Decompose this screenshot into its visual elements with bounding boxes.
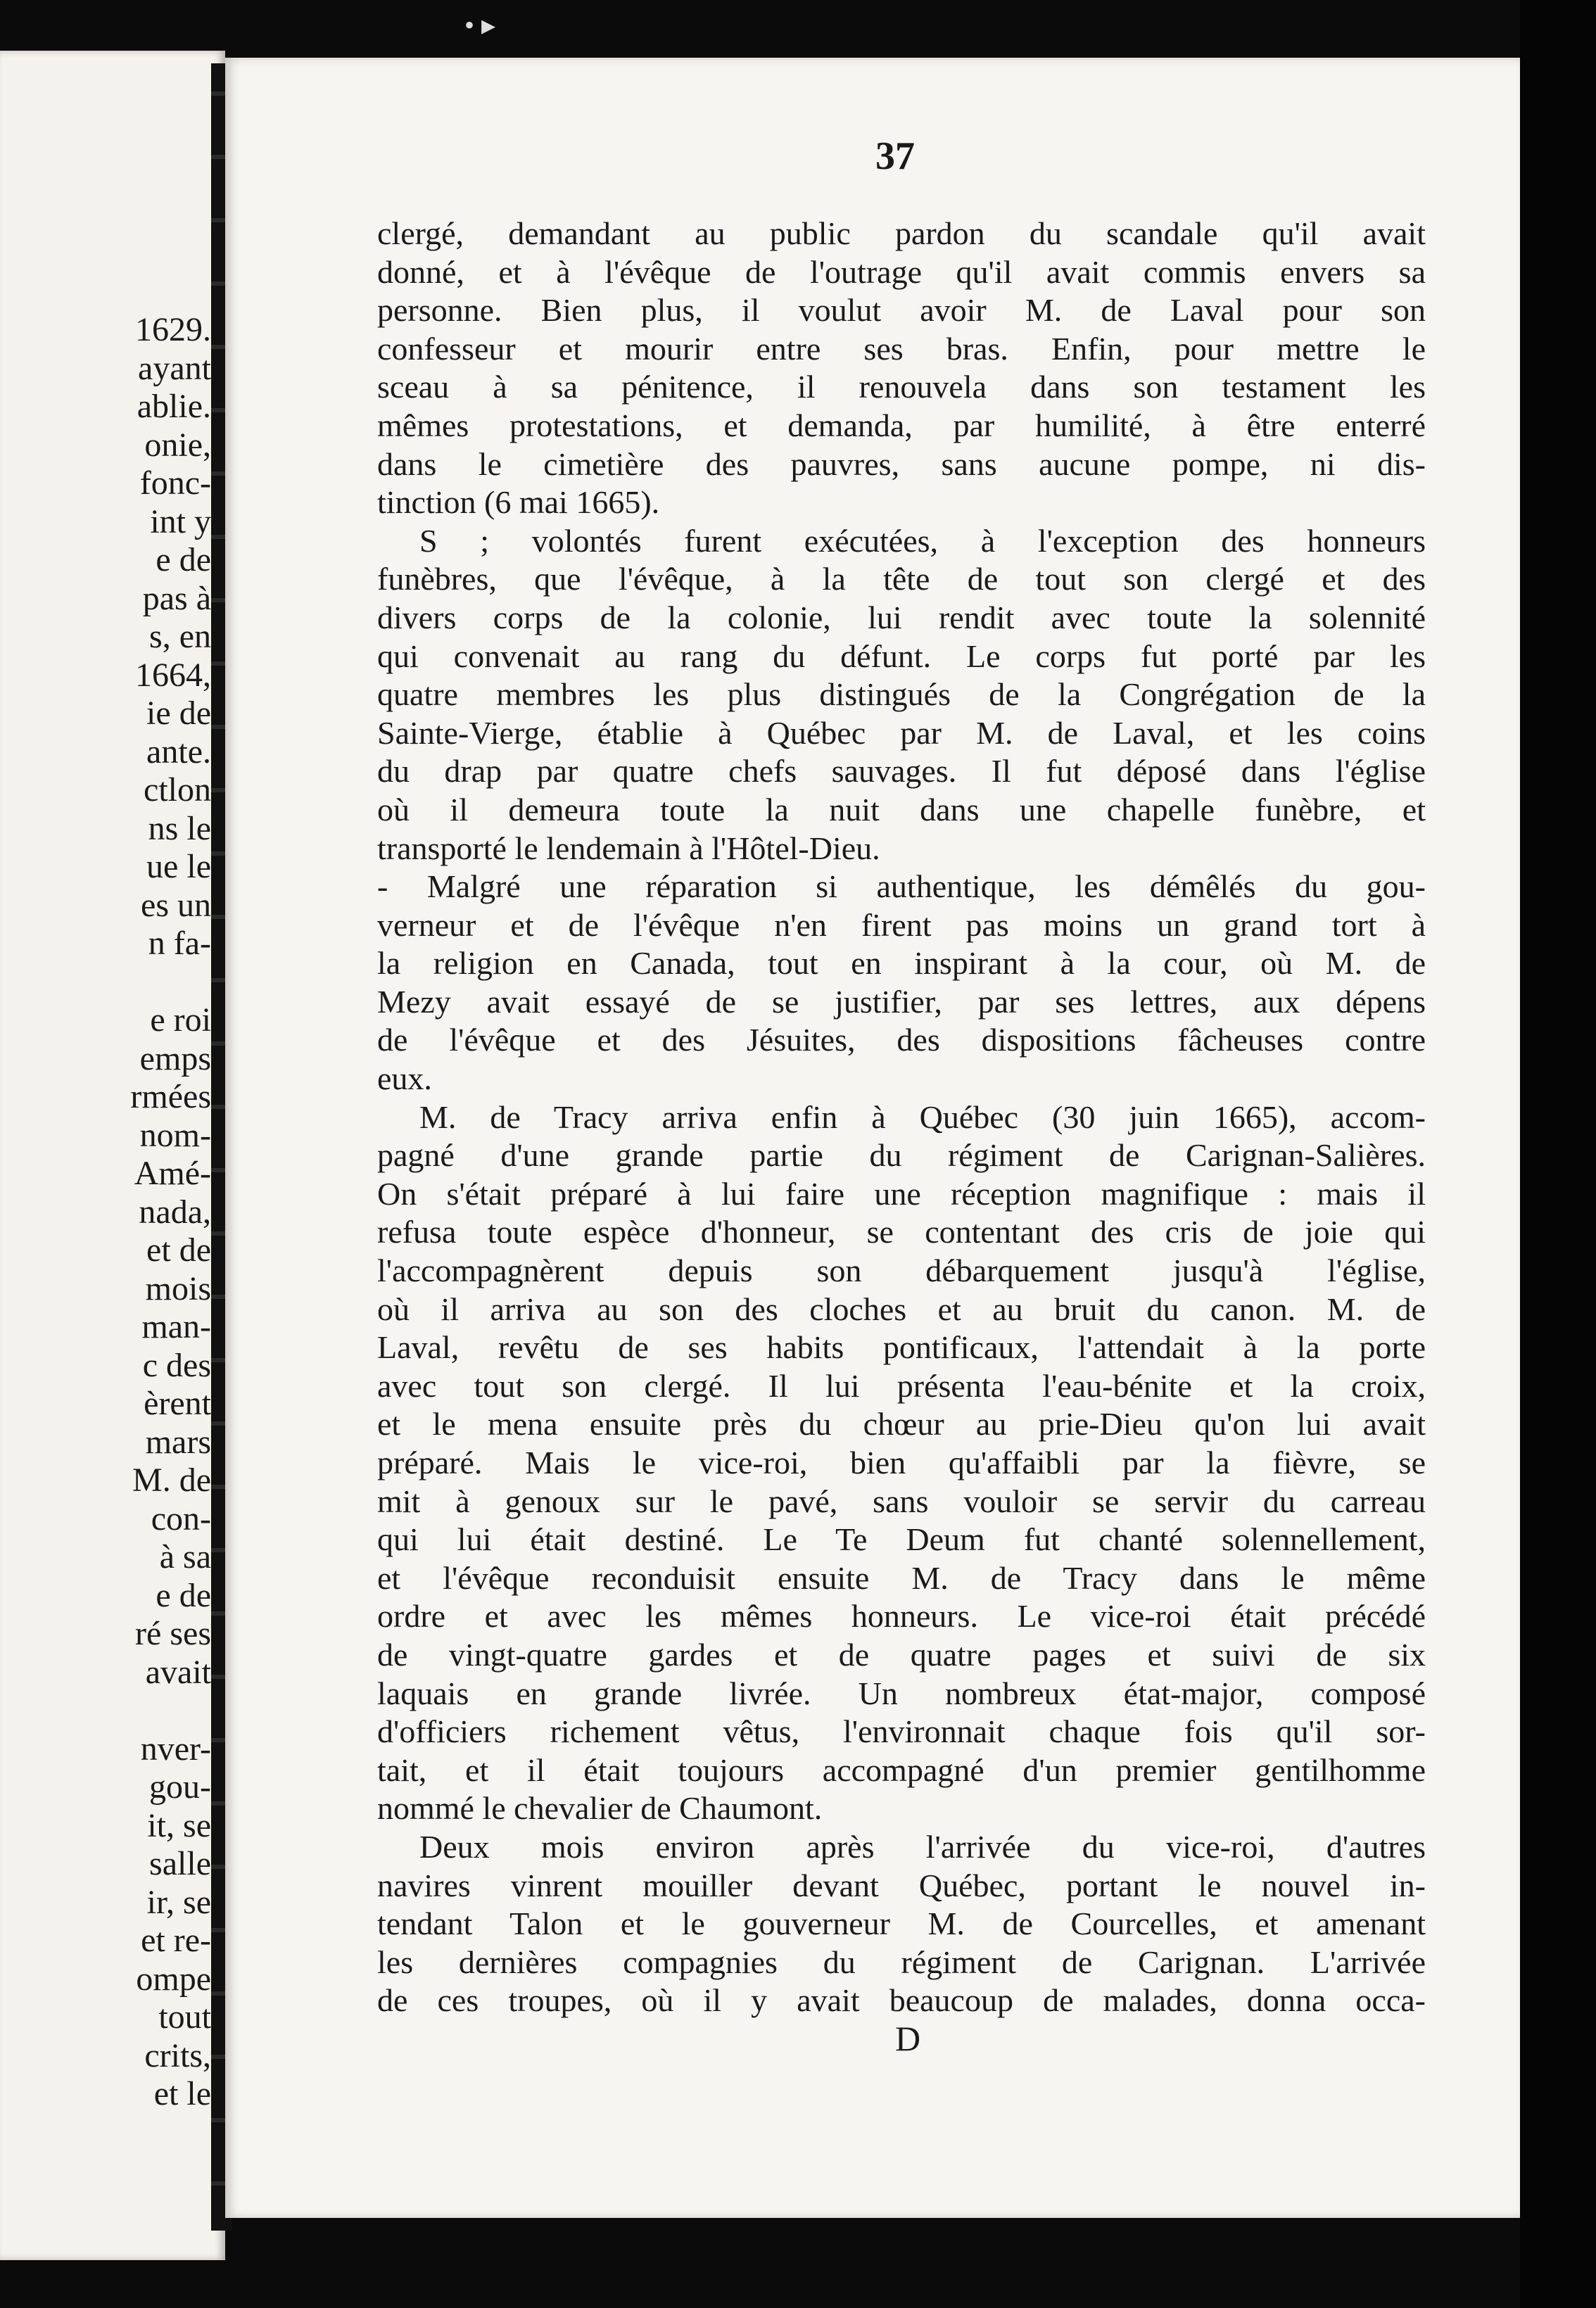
text-line: tendant Talon et le gouverneur M. de Courcelles, et amenant — [377, 1906, 1426, 1942]
text-line: et l'évêque reconduisit ensuite M. de Tracy dans le même — [377, 1559, 1426, 1596]
left-fragment-line: onie, — [144, 426, 211, 464]
left-fragment-line: mois — [145, 1269, 211, 1307]
left-fragment-line: fonc- — [139, 464, 211, 502]
top-marks: • ▸ — [464, 9, 496, 41]
text-line: Sainte-Vierge, établie à Québec par M. de Laval, et les coins — [377, 714, 1426, 751]
left-page-text — [0, 311, 211, 2114]
left-fragment-line: ie de — [146, 695, 211, 732]
left-fragment-line: it, se — [147, 1806, 211, 1844]
left-fragment-line: ante. — [146, 733, 211, 771]
text-line: d'officiers richement vêtus, l'environnait chaque fois qu'il sor- — [377, 1713, 1426, 1750]
text-line: verneur et de l'évêque n'en firent pas moins un grand tort à — [377, 906, 1426, 943]
text-line: On s'était préparé à lui faire une réception magnifique : mais il — [377, 1175, 1426, 1212]
left-fragment-line: s, en — [149, 618, 211, 655]
left-fragment-line: ir, se — [146, 1883, 211, 1921]
left-fragment-line: nom- — [139, 1116, 211, 1154]
text-line: refusa toute espèce d'honneur, se contentant des cris de joie qui — [377, 1214, 1426, 1250]
text-line: quatre membres les plus distingués de la Congrégation de la — [377, 676, 1426, 713]
left-fragment-line: gou- — [149, 1768, 211, 1806]
text-line: les dernières compagnies du régiment de Carignan. L'arrivée — [377, 1944, 1426, 1980]
text-line: pagné d'une grande partie du régiment de Carignan-Salières. — [377, 1137, 1426, 1174]
left-fragment-line: con- — [151, 1499, 211, 1537]
left-fragment-line: pas à — [142, 579, 211, 617]
text-line: où il demeura toute la nuit dans une chapelle funèbre, et — [377, 791, 1426, 828]
left-fragment-line: emps — [139, 1039, 211, 1077]
text-line: où il arriva au son des cloches et au bruit du canon. M. de — [377, 1291, 1426, 1327]
text-line: et le mena ensuite près du chœur au prie-Dieu qu'on lui avait — [377, 1406, 1426, 1442]
text-line: Deux mois environ après l'arrivée du vice-roi, d'autres — [419, 1828, 1426, 1865]
text-line: tinction (6 mai 1665). — [377, 484, 660, 521]
left-fragment-line: Amé- — [134, 1155, 211, 1192]
text-line: dans le cimetière des pauvres, sans aucune pompe, ni dis- — [377, 445, 1426, 482]
left-fragment-line: ns le — [148, 809, 211, 847]
body-text — [377, 215, 1426, 2020]
left-fragment-line — [0, 963, 211, 1002]
left-fragment-line: nver- — [140, 1730, 211, 1768]
text-line: M. de Tracy arriva enfin à Québec (30 juin 1665), accom- — [419, 1098, 1426, 1135]
left-fragment-line: ré ses — [135, 1615, 211, 1652]
left-fragment-line: avait — [145, 1653, 211, 1691]
text-line: donné, et à l'évêque de l'outrage qu'il avait commis envers sa — [377, 253, 1426, 290]
text-line: l'accompagnèrent depuis son débarquement jusqu'à l'église, — [377, 1253, 1426, 1289]
text-line: qui lui était destiné. Le Te Deum fut chanté solennellement, — [377, 1521, 1426, 1558]
left-fragment-line: ayant — [138, 349, 211, 387]
left-fragment-line: à sa — [159, 1538, 211, 1575]
text-line: préparé. Mais le vice-roi, bien qu'affaibli par la fièvre, se — [377, 1445, 1426, 1480]
text-line: mit à genoux sur le pavé, sans vouloir se servir du carreau — [377, 1483, 1426, 1519]
left-fragment-line: e roi — [150, 1001, 211, 1039]
left-fragment-line: M. de — [132, 1461, 211, 1499]
text-line: de ces troupes, où il y avait beaucoup de malades, donna occa- — [377, 1982, 1426, 2019]
text-line: qui convenait au rang du défunt. Le corps fut porté par les — [377, 638, 1426, 674]
left-fragment-line: rmées — [130, 1078, 211, 1115]
left-fragment-line: crits, — [144, 2036, 211, 2074]
left-fragment-line: tout — [158, 1998, 211, 2036]
left-page — [0, 51, 225, 2260]
left-fragment-line: salle — [149, 1845, 211, 1882]
left-fragment-line: c des — [142, 1346, 211, 1384]
text-line: du drap par quatre chefs sauvages. Il fut déposé dans l'église — [377, 753, 1426, 790]
left-fragment-line: ue le — [146, 848, 211, 885]
text-line: confesseur et mourir entre ses bras. Enfin, pour mettre le — [377, 330, 1426, 367]
text-line: funèbres, que l'évêque, à la tête de tout son clergé et des — [377, 561, 1426, 597]
text-line: mêmes protestations, et demanda, par humilité, à être enterré — [377, 407, 1426, 443]
text-line: navires vinrent mouiller devant Québec, portant le nouvel in- — [377, 1867, 1426, 1903]
left-fragment-line: 1629. — [135, 311, 211, 348]
text-line: S ; volontés furent exécutées, à l'exception des honneurs — [419, 522, 1426, 559]
text-line: Mezy avait essayé de se justifier, par ses lettres, aux dépens — [377, 983, 1426, 1020]
left-fragment-line: 1664, — [135, 656, 211, 694]
text-line: de l'évêque et des Jésuites, des dispositions fâcheuses contre — [377, 1022, 1426, 1058]
text-line: la religion en Canada, tout en inspirant à la cour, où M. de — [377, 945, 1426, 982]
left-fragment-line: ctlon — [144, 771, 211, 809]
text-line: - Malgré une réparation si authentique, les démêlés du gou- — [377, 868, 1426, 905]
text-line: laquais en grande livrée. Un nombreux état-major, composé — [377, 1675, 1426, 1711]
left-fragment-line: ompe — [136, 1960, 211, 1998]
left-fragment-line: e de — [156, 541, 211, 578]
text-line: avec tout son clergé. Il lui présenta l'eau-bénite et la croix, — [377, 1367, 1426, 1404]
text-line: personne. Bien plus, il voulut avoir M. de Laval pour son — [377, 292, 1426, 329]
left-fragment-line — [0, 1692, 211, 1730]
text-line: transporté le lendemain à l'Hôtel-Dieu. — [377, 830, 880, 866]
left-fragment-line: et re- — [141, 1922, 211, 1959]
left-fragment-line: n fa- — [148, 925, 211, 962]
scan-edge — [1520, 0, 1596, 2308]
left-fragment-line: et le — [153, 2075, 211, 2112]
text-line: nommé le chevalier de Chaumont. — [377, 1790, 823, 1827]
text-line: sceau à sa pénitence, il renouvela dans son testament les — [377, 369, 1426, 405]
text-line: clergé, demandant au public pardon du scandale qu'il avait — [377, 215, 1426, 251]
left-fragment-line: mars — [145, 1423, 211, 1461]
text-line: tait, et il était toujours accompagné d'un premier gentilhomme — [377, 1751, 1426, 1788]
left-fragment-line: nada, — [139, 1193, 211, 1231]
left-fragment-line: ablie. — [137, 388, 211, 425]
text-line: ordre et avec les mêmes honneurs. Le vice-roi était précédé — [377, 1598, 1426, 1635]
left-fragment-line: int y — [150, 502, 211, 540]
left-fragment-line: man- — [141, 1308, 211, 1345]
text-line: divers corps de la colonie, lui rendit avec toute la solennité — [377, 599, 1426, 635]
page-number: 37 — [875, 134, 915, 178]
text-line: eux. — [377, 1060, 432, 1097]
text-line: de vingt-quatre gardes et de quatre pages et suivi de six — [377, 1636, 1426, 1673]
signature-mark: D — [894, 2019, 921, 2058]
left-fragment-line: e de — [156, 1576, 211, 1614]
left-fragment-line: es un — [141, 886, 211, 924]
text-line: Laval, revêtu de ses habits pontificaux, l'attendait à la porte — [377, 1329, 1426, 1366]
left-fragment-line: èrent — [144, 1385, 211, 1422]
left-fragment-line: et de — [146, 1231, 211, 1269]
